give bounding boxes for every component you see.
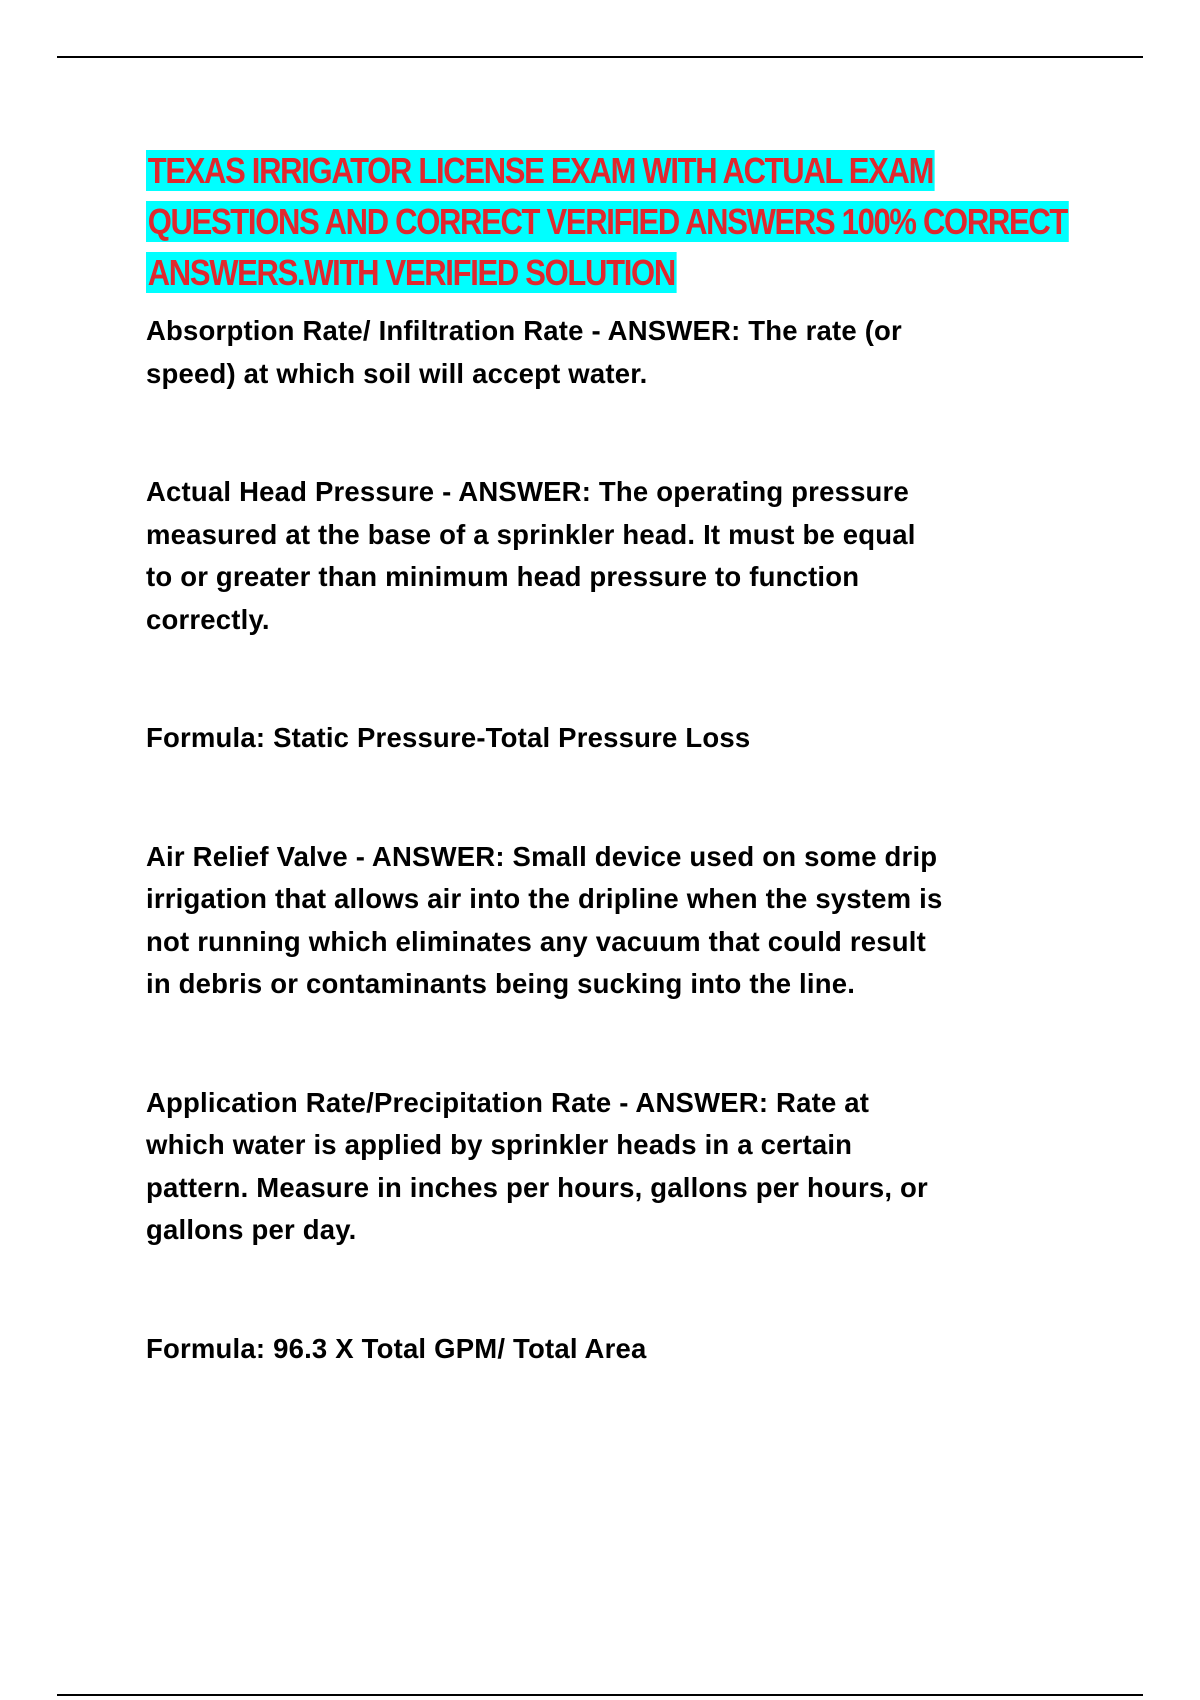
top-rule [57,56,1143,58]
entry-line: Application Rate/Precipitation Rate - ANSWER: Rate at [146,1086,870,1118]
entry-line: to or greater than minimum head pressure to function [146,561,860,592]
spacer [146,395,1106,471]
spacer [146,760,1106,836]
qa-entries [146,310,1106,1370]
spacer [146,641,1106,717]
qa-entry-application-rate [146,1082,1106,1252]
qa-entry-air-relief-valve [146,836,1106,1006]
entry-line: irrigation that allows air into the dripline when the system is [146,883,943,914]
entry-line: gallons per day. [146,1214,357,1245]
spacer [146,1006,1106,1082]
entry-line: Actual Head Pressure - ANSWER: The operating pressure [146,476,909,507]
entry-line: speed) at which soil will accept water. [146,357,648,389]
entry-line: measured at the base of a sprinkler head. It must be equal [146,518,916,550]
entry-line: in debris or contaminants being sucking into the line. [146,968,856,999]
entry-line: Air Relief Valve - ANSWER: Small device used on some drip [146,840,938,872]
document-page [146,145,1106,1370]
formula-application-rate [146,1328,1106,1371]
entry-line: Formula: 96.3 X Total GPM/ Total Area [146,1332,647,1364]
entry-line: Absorption Rate/ Infiltration Rate - ANSWER: The rate (or [146,315,902,346]
formula-static-pressure [146,717,1106,760]
qa-entry-absorption-rate [146,310,1106,395]
title-line: ANSWERS.WITH VERIFIED SOLUTION [147,252,675,293]
entry-line: pattern. Measure in inches per hours, gallons per hours, or [146,1171,928,1203]
spacer [146,1252,1106,1328]
entry-line: which water is applied by sprinkler heads in a certain [146,1129,853,1160]
entry-line: correctly. [146,603,270,635]
bottom-rule [57,1694,1143,1696]
qa-entry-actual-head-pressure [146,471,1106,641]
document-title [146,145,1106,298]
title-line: QUESTIONS AND CORRECT VERIFIED ANSWERS 100% CORRECT [147,201,1068,242]
entry-line: not running which eliminates any vacuum that could result [146,925,926,957]
title-line: TEXAS IRRIGATOR LICENSE EXAM WITH ACTUAL EXAM [147,150,934,191]
entry-line: Formula: Static Pressure-Total Pressure Loss [146,722,751,753]
